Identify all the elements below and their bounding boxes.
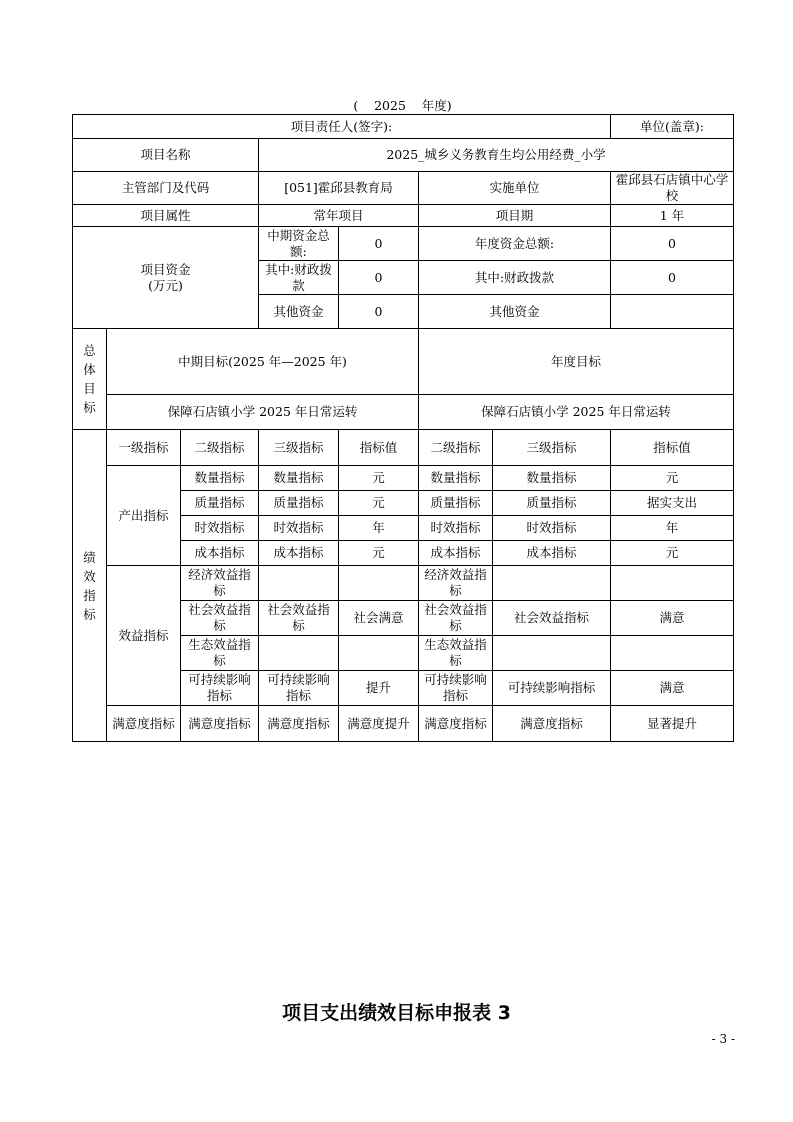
form-title: 项目支出绩效目标申报表 3	[282, 1002, 511, 1024]
mid-total-label: 中期资金总额:	[259, 227, 339, 261]
output-value: 元	[339, 466, 419, 491]
satisfaction-year-value: 显著提升	[611, 706, 734, 742]
year-fiscal-value: 0	[611, 261, 734, 295]
attr-label: 项目属性	[73, 205, 259, 227]
satisfaction-value: 满意度提升	[339, 706, 419, 742]
benefit-value: 社会满意	[339, 601, 419, 636]
mid-fiscal-value: 0	[339, 261, 419, 295]
overall-goals-label: 总体目标	[73, 329, 107, 430]
benefit-year-value: 满意	[611, 671, 734, 706]
mid-other-label: 其他资金	[259, 295, 339, 329]
benefit-year-l3: 社会效益指标	[493, 601, 611, 636]
benefit-label: 效益指标	[107, 566, 181, 706]
benefit-year-l2: 生态效益指标	[419, 636, 493, 671]
project-name-value: 2025_城乡义务教育生均公用经费_小学	[259, 139, 734, 172]
output-value: 年	[339, 516, 419, 541]
satisfaction-year-l2: 满意度指标	[419, 706, 493, 742]
year-goal-header: 年度目标	[419, 329, 734, 395]
benefit-year-l3	[493, 636, 611, 671]
benefit-year-l3	[493, 566, 611, 601]
benefit-year-l3: 可持续影响指标	[493, 671, 611, 706]
output-l3: 数量指标	[259, 466, 339, 491]
year-other-label: 其他资金	[419, 295, 611, 329]
header-level1: 一级指标	[107, 430, 181, 466]
header-year-level3: 三级指标	[493, 430, 611, 466]
page-number: - 3 -	[711, 1032, 735, 1046]
benefit-l2: 社会效益指标	[181, 601, 259, 636]
benefit-year-l2: 社会效益指标	[419, 601, 493, 636]
benefit-l3: 社会效益指标	[259, 601, 339, 636]
output-year-l3: 数量指标	[493, 466, 611, 491]
benefit-year-l2: 可持续影响指标	[419, 671, 493, 706]
mid-other-value: 0	[339, 295, 419, 329]
output-year-l2: 成本指标	[419, 541, 493, 566]
dept-label: 主管部门及代码	[73, 172, 259, 205]
mid-fiscal-label: 其中:财政拨款	[259, 261, 339, 295]
period-label: 项目期	[419, 205, 611, 227]
output-value: 元	[339, 541, 419, 566]
header-value: 指标值	[339, 430, 419, 466]
benefit-year-value	[611, 636, 734, 671]
benefit-value: 提升	[339, 671, 419, 706]
mid-total-value: 0	[339, 227, 419, 261]
benefit-l2: 生态效益指标	[181, 636, 259, 671]
benefit-value	[339, 636, 419, 671]
year-line: ( 2025 年度)	[353, 98, 452, 113]
output-year-l3: 时效指标	[493, 516, 611, 541]
dept-value: [051]霍邱县教育局	[259, 172, 419, 205]
benefit-l3: 可持续影响指标	[259, 671, 339, 706]
output-year-l2: 质量指标	[419, 491, 493, 516]
year-fiscal-label: 其中:财政拨款	[419, 261, 611, 295]
satisfaction-label: 满意度指标	[107, 706, 181, 742]
satisfaction-year-l3: 满意度指标	[493, 706, 611, 742]
header-year-value: 指标值	[611, 430, 734, 466]
perf-indicators-label: 绩效指标	[73, 430, 107, 742]
mid-goal-text: 保障石店镇小学 2025 年日常运转	[107, 395, 419, 430]
benefit-year-l2: 经济效益指标	[419, 566, 493, 601]
output-label: 产出指标	[107, 466, 181, 566]
output-year-value: 元	[611, 466, 734, 491]
performance-target-table	[72, 114, 734, 742]
funds-label	[73, 227, 259, 329]
output-year-l2: 数量指标	[419, 466, 493, 491]
output-year-value: 年	[611, 516, 734, 541]
year-goal-text: 保障石店镇小学 2025 年日常运转	[419, 395, 734, 430]
output-l2: 数量指标	[181, 466, 259, 491]
benefit-l2: 可持续影响指标	[181, 671, 259, 706]
year-total-label: 年度资金总额:	[419, 227, 611, 261]
output-l2: 时效指标	[181, 516, 259, 541]
output-l3: 时效指标	[259, 516, 339, 541]
impl-unit-value: 霍邱县石店镇中心学校	[611, 172, 734, 205]
year-total-value: 0	[611, 227, 734, 261]
funds-label-line1: 项目资金	[140, 261, 191, 277]
output-l2: 质量指标	[181, 491, 259, 516]
output-l2: 成本指标	[181, 541, 259, 566]
unit-label: 单位(盖章):	[611, 115, 734, 139]
output-l3: 质量指标	[259, 491, 339, 516]
benefit-year-value	[611, 566, 734, 601]
period-value: 1 年	[611, 205, 734, 227]
output-l3: 成本指标	[259, 541, 339, 566]
attr-value: 常年项目	[259, 205, 419, 227]
funds-label-line2: (万元)	[148, 277, 183, 293]
header-year-level2: 二级指标	[419, 430, 493, 466]
satisfaction-l2: 满意度指标	[181, 706, 259, 742]
benefit-l2: 经济效益指标	[181, 566, 259, 601]
impl-unit-label: 实施单位	[419, 172, 611, 205]
benefit-year-value: 满意	[611, 601, 734, 636]
year-other-value	[611, 295, 734, 329]
satisfaction-l3: 满意度指标	[259, 706, 339, 742]
project-name-label: 项目名称	[73, 139, 259, 172]
header-level2: 二级指标	[181, 430, 259, 466]
output-value: 元	[339, 491, 419, 516]
output-year-value: 元	[611, 541, 734, 566]
output-year-l2: 时效指标	[419, 516, 493, 541]
mid-goal-header: 中期目标(2025 年—2025 年)	[107, 329, 419, 395]
responsible-label: 项目责任人(签字):	[73, 115, 611, 139]
benefit-value	[339, 566, 419, 601]
output-year-l3: 质量指标	[493, 491, 611, 516]
benefit-l3	[259, 636, 339, 671]
output-year-l3: 成本指标	[493, 541, 611, 566]
benefit-l3	[259, 566, 339, 601]
output-year-value: 据实支出	[611, 491, 734, 516]
header-level3: 三级指标	[259, 430, 339, 466]
